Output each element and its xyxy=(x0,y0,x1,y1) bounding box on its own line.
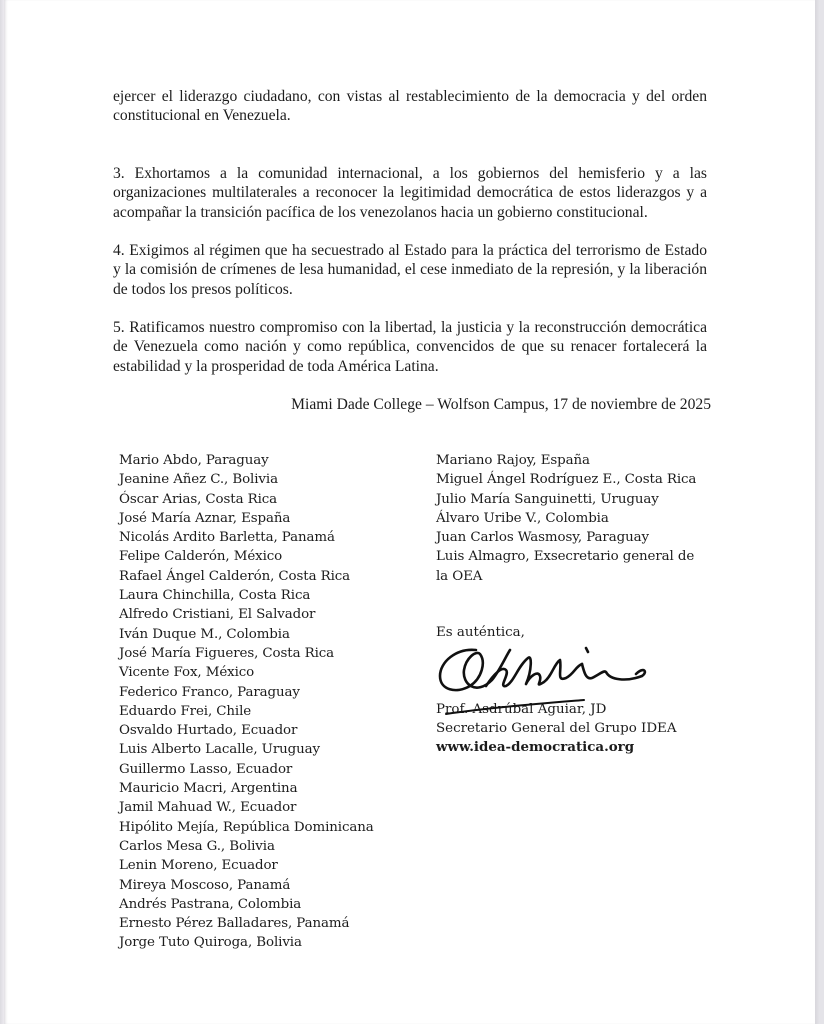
signatory: Lenin Moreno, Ecuador xyxy=(119,858,278,874)
signatories-left-column xyxy=(119,451,374,953)
signatory: José María Aznar, España xyxy=(119,510,291,526)
signature-stroke xyxy=(586,648,588,652)
signatory: Rafael Ángel Calderón, Costa Rica xyxy=(119,568,351,584)
signatory: José María Figueres, Costa Rica xyxy=(119,645,335,661)
signer-name: Prof. Asdrúbal Aguiar, JD xyxy=(436,702,607,717)
signatory: Julio María Sanguinetti, Uruguay xyxy=(436,491,659,507)
authentication-label: Es auténtica, xyxy=(436,625,525,640)
signatory: Andrés Pastrana, Colombia xyxy=(119,896,302,912)
signatory: Mario Abdo, Paraguay xyxy=(119,453,269,468)
signatory: Jeanine Añez C., Bolivia xyxy=(119,472,278,488)
signatory: Alfredo Cristiani, El Salvador xyxy=(119,607,316,623)
page-edge-right xyxy=(815,0,820,1024)
signatory: Guillermo Lasso, Ecuador xyxy=(119,761,293,777)
handwritten-signature-icon xyxy=(436,636,656,716)
signatory: Federico Franco, Paraguay xyxy=(119,684,300,700)
signature-stroke xyxy=(582,664,645,679)
signatory: Eduardo Frei, Chile xyxy=(119,703,252,719)
signatory: Laura Chinchilla, Costa Rica xyxy=(119,588,311,604)
signatory: Óscar Arias, Costa Rica xyxy=(119,491,278,507)
signatory: Álvaro Uribe V., Colombia xyxy=(436,510,609,526)
signatory: Osvaldo Hurtado, Ecuador xyxy=(119,723,298,739)
signatory: Jamil Mahuad W., Ecuador xyxy=(119,800,297,816)
signatory: Jorge Tuto Quiroga, Bolivia xyxy=(119,935,302,951)
place-date-line: Miami Dade College – Wolfson Campus, 17 de noviembre de 2025 xyxy=(291,396,711,413)
signatory: Luis Alberto Lacalle, Uruguay xyxy=(119,742,320,758)
signatory: Miguel Ángel Rodríguez E., Costa Rica xyxy=(436,472,697,488)
signatory: la OEA xyxy=(436,568,483,584)
signature-stroke xyxy=(446,700,584,714)
signature-stroke xyxy=(486,657,582,686)
signatory: Mariano Rajoy, España xyxy=(436,453,590,468)
signatory: Ernesto Pérez Balladares, Panamá xyxy=(119,916,350,932)
signatories-right-column xyxy=(436,451,696,586)
signer-title: Secretario General del Grupo IDEA xyxy=(436,721,677,736)
paragraph-3: 3. Exhortamos a la comunidad internacional, a los gobiernos del hemisferio y a las organizaciones multilaterales a reconocer la legitimidad democrática de estos liderazgos y a acompañar la transición pacífica de los venezolanos hacia un gobierno constitucional. xyxy=(113,165,707,221)
signatory: Carlos Mesa G., Bolivia xyxy=(119,838,275,854)
paragraph-5: 5. Ratificamos nuestro compromiso con la libertad, la justicia y la reconstrucción democrática de Venezuela como nación y como república, convencidos de que su renacer fortalecerá la estabilidad y la prosperidad de toda América Latina. xyxy=(113,319,707,375)
signatory: Hipólito Mejía, República Dominicana xyxy=(119,819,374,835)
signatory: Juan Carlos Wasmosy, Paraguay xyxy=(436,530,649,546)
paragraph-continuation: ejercer el liderazgo ciudadano, con vistas al restablecimiento de la democracia y del orden constitucional en Venezuela. xyxy=(113,88,707,125)
signatory: Mauricio Macri, Argentina xyxy=(119,781,298,797)
signatory: Iván Duque M., Colombia xyxy=(119,626,290,642)
signatory: Nicolás Ardito Barletta, Panamá xyxy=(119,530,335,546)
signatory: Vicente Fox, México xyxy=(119,665,255,681)
signatory: Luis Almagro, Exsecretario general de xyxy=(436,549,695,565)
website-link[interactable]: www.idea-democratica.org xyxy=(436,739,635,755)
signatory: Felipe Calderón, México xyxy=(119,549,283,565)
paragraph-4: 4. Exigimos al régimen que ha secuestrado al Estado para la práctica del terrorismo de Estado y la comisión de crímenes de lesa humanidad, el cese inmediato de la represión, y la liberación de todos los presos políticos. xyxy=(113,242,707,298)
signatory: Mireya Moscoso, Panamá xyxy=(119,877,291,893)
